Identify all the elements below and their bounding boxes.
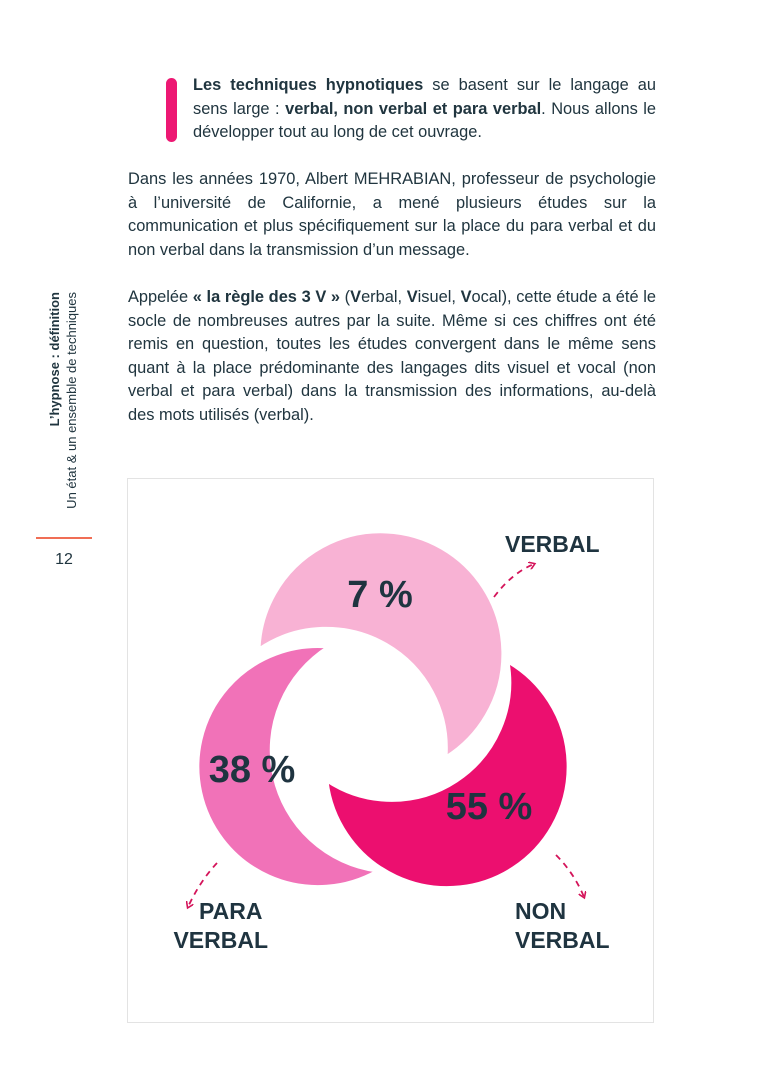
three-v-diagram	[127, 478, 654, 1023]
callout-box	[166, 74, 656, 145]
running-head-title: L’hypnose : définition	[47, 292, 62, 427]
callout-text-3: . Nous allons le développer tout au long de cet ouvrage.	[193, 99, 657, 141]
segment-verbal	[259, 532, 503, 757]
label-verbal	[505, 531, 600, 557]
value-verbal: 7 %	[347, 574, 413, 616]
p2-v1: V	[350, 288, 362, 306]
p2-text-b: (	[340, 288, 351, 306]
p2-rule-bold: « la règle des 3 V »	[192, 288, 341, 306]
label-verbal-line-1: VERBAL	[505, 531, 600, 557]
p2-w3: ocal), cette étude a été le socle de nombreuses autres par la suite. Même si ces chiffres ont été remis en question, toutes les études convergent dans le même sens quant à la place prédominante des langages dits visuel et vocal (non verbal et para verbal) dans la transmission des informations, au-delà des mots utilisés (verbal).	[128, 288, 656, 424]
label-para-verbal-line-1: PARA	[198, 898, 262, 924]
p2-w2: isuel,	[417, 288, 461, 306]
three-v-diagram-svg	[128, 479, 655, 1024]
body-paragraph-2	[128, 286, 656, 427]
value-non-verbal: 55 %	[445, 786, 533, 828]
value-para-verbal: 38 %	[208, 749, 296, 791]
label-para-verbal-line-2: VERBAL	[173, 927, 268, 953]
label-non-verbal	[515, 898, 610, 953]
callout-text-2: se basent sur le langage au sens large :	[193, 76, 656, 118]
callout-bold-2: verbal, non verbal et para verbal	[285, 99, 542, 118]
running-head-subtitle: Un état & un ensemble de techniques	[64, 292, 79, 509]
callout-accent-bar	[166, 78, 177, 142]
page-number: 12	[55, 551, 73, 568]
arrow-verbal	[494, 564, 534, 597]
label-non-verbal-line-2: VERBAL	[515, 927, 610, 953]
sidebar-running-head	[46, 292, 86, 528]
callout-text	[193, 74, 656, 145]
arrow-non-verbal	[556, 855, 584, 897]
p2-w1: erbal,	[361, 288, 407, 306]
body-paragraph-1: Dans les années 1970, Albert MEHRABIAN, professeur de psychologie à l’université de Californie, a mené plusieurs études sur la communication et plus spécifiquement sur la place du para verbal et du non verbal dans la transmission d’un message.	[128, 170, 656, 259]
p2-text-a: Appelée	[128, 288, 193, 306]
p2-v3: V	[460, 288, 472, 306]
label-para-verbal	[173, 898, 268, 953]
label-non-verbal-line-1: NON	[515, 898, 567, 924]
sidebar-divider	[36, 537, 92, 539]
p2-v2: V	[406, 288, 418, 306]
callout-bold-1: Les techniques hypnotiques	[193, 76, 424, 94]
